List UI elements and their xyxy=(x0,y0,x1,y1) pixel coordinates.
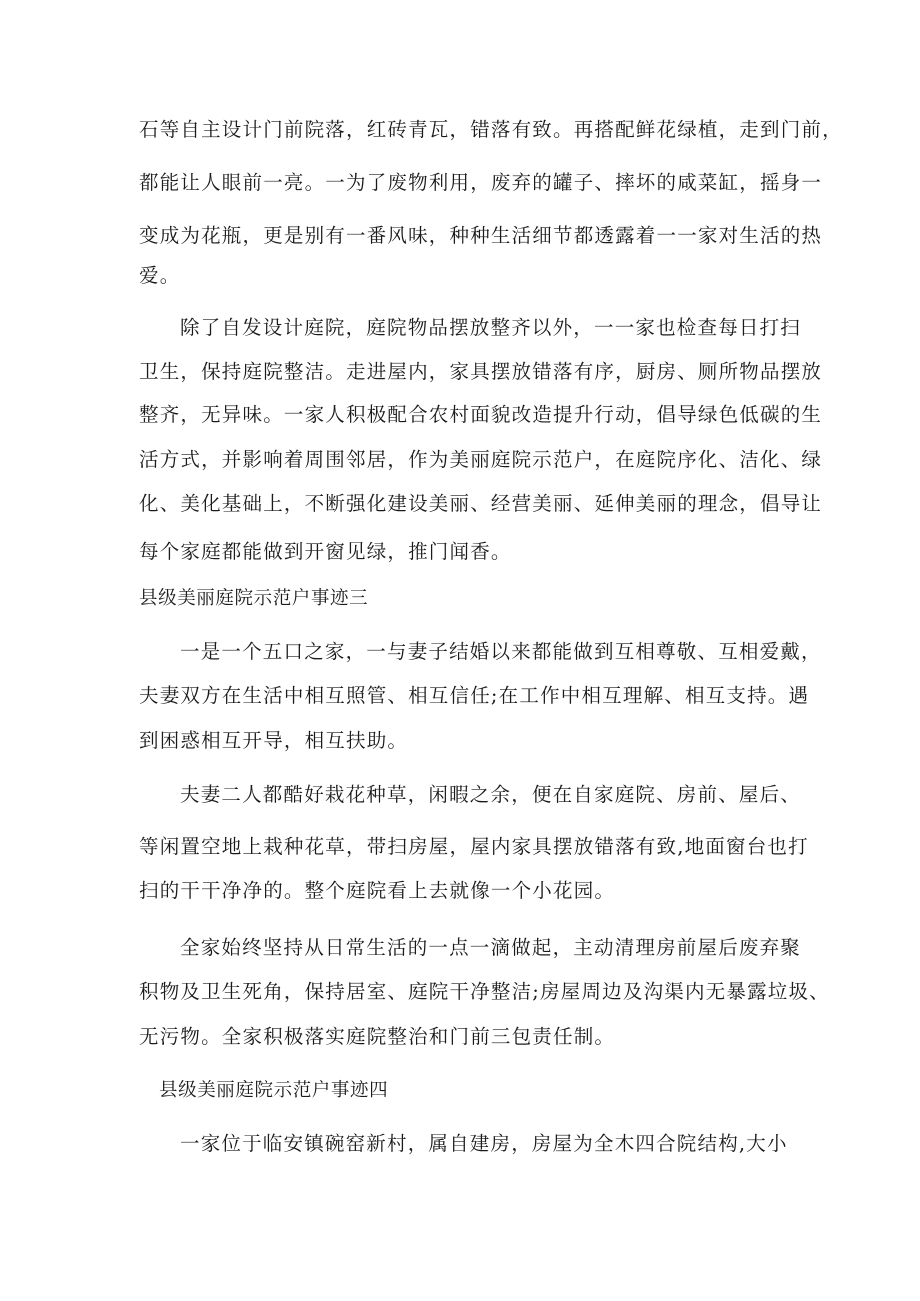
paragraph-line: 活方式，并影响着周围邻居，作为美丽庭院示范户，在庭院序化、洁化、绿 xyxy=(139,448,823,471)
paragraph-line: 爱。 xyxy=(139,264,181,287)
paragraph-line: 夫妻二人都酷好栽花种草，闲暇之余，便在自家庭院、房前、屋后、 xyxy=(180,783,802,806)
paragraph-line: 无污物。全家积极落实庭院整治和门前三包责任制。 xyxy=(139,1025,616,1048)
paragraph-line: 变成为花瓶，更是别有一番风味，种种生活细节都透露着一一家对生活的热 xyxy=(139,224,823,247)
paragraph-line: 卫生，保持庭院整洁。走进屋内，家具摆放错落有序，厨房、厕所物品摆放 xyxy=(139,360,823,383)
paragraph-line: 扫的干干净净的。整个庭院看上去就像一个小花园。 xyxy=(139,879,616,902)
paragraph-line: 每个家庭都能做到开窗见绿，推门闻香。 xyxy=(139,540,512,563)
paragraph-line: 全家始终坚持从日常生活的一点一滴做起，主动清理房前屋后废弃聚 xyxy=(180,936,802,959)
paragraph-line: 到困惑相互开导，相互扶助。 xyxy=(139,729,409,752)
paragraph-line: 整齐，无异味。一家人积极配合农村面貌改造提升行动，倡导绿色低碳的生 xyxy=(139,403,823,426)
paragraph-line: 化、美化基础上，不断强化建设美丽、经营美丽、延伸美丽的理念，倡导让 xyxy=(139,492,823,515)
paragraph-line: 石等自主设计门前院落，红砖青瓦，错落有致。再搭配鲜花绿植，走到门前， xyxy=(139,118,843,141)
paragraph-line: 一家位于临安镇碗窑新村，属自建房，房屋为全木四合院结构,大小 xyxy=(180,1132,788,1155)
paragraph-line: 夫妻双方在生活中相互照管、相互信任;在工作中相互理解、相互支持。遇 xyxy=(139,684,810,707)
section-heading: 县级美丽庭院示范户事迹三 xyxy=(139,588,369,609)
paragraph-line: 都能让人眼前一亮。一为了废物利用，废弃的罐子、摔坏的咸菜缸，摇身一 xyxy=(139,171,823,194)
paragraph-line: 积物及卫生死角，保持居室、庭院干净整洁;房屋周边及沟渠内无暴露垃圾、 xyxy=(139,980,830,1003)
section-heading: 县级美丽庭院示范户事迹四 xyxy=(159,1080,389,1101)
paragraph-line: 除了自发设计庭院，庭院物品摆放整齐以外，一一家也检查每日打扫 xyxy=(180,316,802,339)
paragraph-line: 一是一个五口之家，一与妻子结婚以来都能做到互相尊敬、互相爱戴， xyxy=(180,640,822,663)
paragraph-line: 等闲置空地上栽种花草，带扫房屋，屋内家具摆放错落有致,地面窗台也打 xyxy=(139,835,809,858)
